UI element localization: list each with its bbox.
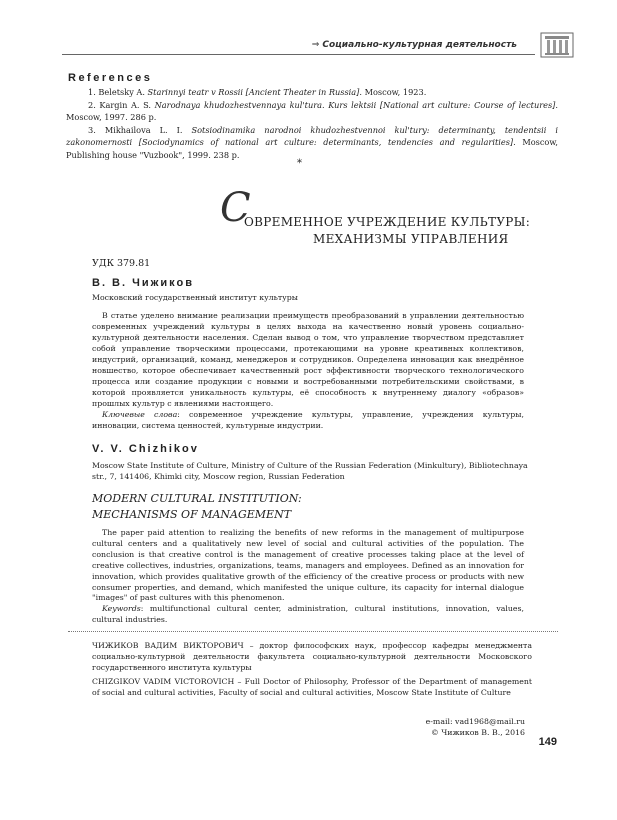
article-title-line1: ОВРЕМЕННОЕ УЧРЕЖДЕНИЕ КУЛЬТУРЫ: xyxy=(244,215,531,229)
references-list xyxy=(66,86,558,162)
title-initial: С xyxy=(220,185,251,231)
column-logo-icon xyxy=(540,32,574,58)
affiliation-ru: Московский государственный институт культуры xyxy=(92,293,298,302)
page-number: 149 xyxy=(538,736,557,748)
abstract-en xyxy=(92,528,524,626)
header-rule xyxy=(62,54,535,55)
affiliation-en: Moscow State Institute of Culture, Ministry of Culture of the Russian Federation (Minkultury), Bibliotechnaya str., 7, 141406, Khimki city, Moscow region, Russian Federation xyxy=(92,461,528,481)
udc-code: УДК 379.81 xyxy=(92,258,151,269)
contact-block xyxy=(426,716,525,738)
abstract-ru-text: В статье уделено внимание реализации преимуществ преобразований в управлении деятельностью современных учреждений культуры в целях выхода на качественно новый уровень социально-культурной деятельности населения. Сделан вывод о том, что управление творчеством представляет собой управление творческими процессами, протекающими на уровне креативных коллективов, индустрий, организаций, команд, менеджеров и сотрудников. Определена инновация как внедрённое новшество, которое обеспечивает качественный рост эффективности творческого технологического процесса или создание продукции с новыми и востребованными потребительскими свойствами, в которой проявляется уникальность культуры, её способность к внутреннему диалогу «образов» прошлых культур с явлениями настоящего. xyxy=(92,311,524,408)
author-bio-en: CHIZGIKOV VADIM VICTOROVICH – Full Doctor of Philosophy, Professor of the Department of management of social and cultural activities, Faculty of social and cultural activities, Moscow State Institute of Culture xyxy=(92,677,532,697)
section-separator: * xyxy=(297,158,302,169)
dotted-divider xyxy=(68,631,558,632)
article-title-en: MODERN CULTURAL INSTITUTION: MECHANISMS OF MANAGEMENT xyxy=(92,492,302,521)
references-heading: References xyxy=(68,72,153,84)
reference-item: 2. Kargin A. S. Narodnaya khudozhestvennaya kul'tura. Kurs lektsii [National art culture: Course of lectures]. Moscow, 1997. 286 p. xyxy=(66,99,558,123)
reference-item: 3. Mikhailova L. I. Sotsiodinamika narodnoi khudozhestvennoi kul'tury: determinanty, tendentsii i zakonomernosti [Sociodynamics of national art culture: determinants, tendencies and regularities]. Moscow, Publishing house "Vuzbook", 1999. 238 p. xyxy=(66,124,558,160)
article-title-line2: МЕХАНИЗМЫ УПРАВЛЕНИЯ xyxy=(313,232,509,246)
author-name-ru: В. В. Чижиков xyxy=(92,277,195,289)
author-name-en: V. V. Chizhikov xyxy=(92,443,199,455)
keywords-en: Keywords: multifunctional cultural center, administration, cultural institutions, innovation, values, cultural industries. xyxy=(92,604,524,625)
keywords-ru: Ключевые слова: современное учреждение культуры, управление, учреждения культуры, инновации, система ценностей, культурные индустрии. xyxy=(92,410,524,430)
abstract-ru xyxy=(92,310,524,431)
author-bio-ru: ЧИЖИКОВ ВАДИМ ВИКТОРОВИЧ – доктор философских наук, профессор кафедры менеджмента социально-культурной деятельности факультета социально-культурной деятельности Московского государственного института культуры xyxy=(92,641,532,672)
section-name: Социально-культурная деятельность xyxy=(322,40,517,50)
arrow-icon: ⇒ xyxy=(311,40,320,50)
author-email[interactable]: e-mail: vad1968@mail.ru xyxy=(425,717,525,726)
running-header xyxy=(312,40,517,50)
reference-item: 1. Beletsky A. Starinnyi teatr v Rossii [Ancient Theater in Russia]. Moscow, 1923. xyxy=(88,87,427,97)
abstract-en-text: The paper paid attention to realizing the benefits of new reforms in the management of multipurpose cultural centers and a qualitatively new level of social and cultural activities of the population. The conclusion is that creative control is the management of creative processes taking place at the level of creative collectives, industries, organizations, teams, managers and employees. Defined as an innovation for innovation, which provides qualitative growth of the efficiency of the creative process or products with new consumer properties, and demand, which manifested the unique culture, its capacity for internal dialogue "images" of past cultures with this phenomenon. xyxy=(92,528,524,603)
copyright: © Чижиков В. В., 2016 xyxy=(431,728,525,737)
